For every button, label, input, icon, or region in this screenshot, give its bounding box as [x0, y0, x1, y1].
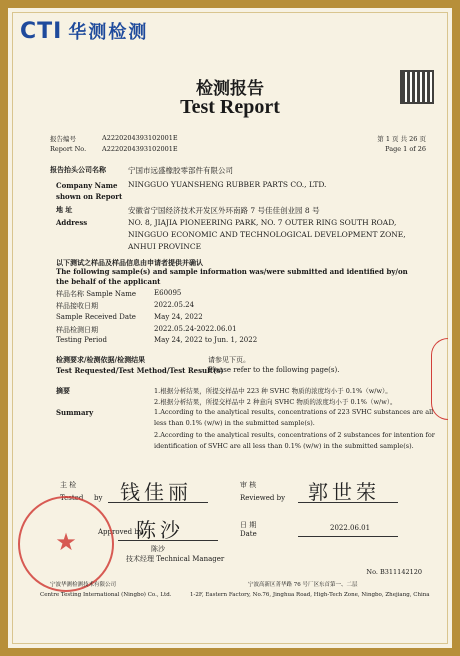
summary-label-en: Summary — [56, 408, 94, 417]
tested-label-en: Tested — [60, 494, 84, 502]
received-value-1: 2022.05.24 — [154, 301, 195, 309]
title-en: Test Report — [180, 96, 280, 118]
summary-en-2a: 2.According to the analytical results, concentrations of 2 substances for intention for — [154, 431, 435, 439]
date-value: 2022.06.01 — [330, 524, 371, 532]
tested-signature: 钱佳丽 — [120, 480, 192, 504]
period-label-cn: 样品检测日期 — [56, 326, 98, 334]
report-no-value-2: A2220204393102001E — [102, 145, 178, 153]
received-label-cn: 样品接收日期 — [56, 302, 98, 310]
brand-header — [20, 18, 148, 44]
test-req-label-en: Test Requested/Test Method/Test Result(s) — [56, 366, 224, 375]
summary-cn-2: 2.根据分析结果，所提交样品中 2 种意向 SVHC 物质的浓度均小于 0.1%（w/w）。 — [154, 398, 397, 406]
footer-address-cn: 宁波高新区菁华路 76 号厂区东首第一、二层 — [248, 582, 358, 588]
company-value-en: NINGGUO YUANSHENG RUBBER PARTS CO., LTD. — [128, 180, 327, 189]
period-label-en: Testing Period — [56, 336, 107, 344]
tested-label-cn: 主 检 — [60, 481, 77, 489]
approved-print-name: 陈沙 — [151, 545, 165, 553]
footer-company-en: Centre Testing International (Ningbo) Co., Ltd. — [40, 592, 172, 598]
approved-line — [118, 540, 218, 541]
side-seal-stamp — [431, 338, 448, 420]
logo-cn-name: 华测检测 — [68, 22, 149, 43]
approved-signature: 陈沙 — [136, 518, 184, 542]
date-label-en: Date — [240, 530, 257, 538]
period-value-2: May 24, 2022 to Jun. 1, 2022 — [154, 336, 258, 344]
test-req-label-cn: 检测要求/检测依据/检测结果 — [56, 355, 146, 364]
company-label-cn: 报告抬头公司名称 — [50, 165, 106, 174]
reviewed-line — [298, 502, 398, 503]
approved-title: 技术经理 Technical Manager — [126, 555, 225, 563]
reviewed-signature: 郭世荣 — [308, 480, 380, 504]
received-value-2: May 24, 2022 — [154, 313, 203, 321]
footer-address-en: 1-2F, Eastern Factory, No.76, Jinghua Road, High-Tech Zone, Ningbo, Zhejiang, China — [190, 592, 430, 598]
sample-name-label: 样品名称 Sample Name — [56, 290, 136, 298]
cti-logo: CTI — [20, 18, 63, 44]
summary-cn-1: 1.根据分析结果，所提交样品中 223 种 SVHC 物质的浓度均小于 0.1%（w/w）。 — [154, 387, 392, 395]
title-cn: 检测报告 — [196, 79, 264, 99]
report-no-label-en: Report No. — [50, 145, 87, 153]
address-value-en-3: ANHUI PROVINCE — [128, 242, 202, 251]
period-value-1: 2022.05.24-2022.06.01 — [154, 325, 237, 333]
address-value-en-2: NINGGUO ECONOMIC AND TECHNOLOGICAL DEVELOPMENT ZONE, — [128, 230, 406, 239]
approved-label-en: Approved by — [98, 528, 143, 536]
footer-company-cn: 宁波华测检测技术有限公司 — [50, 582, 117, 588]
doc-number: No. B311142120 — [366, 568, 422, 576]
company-value-cn: 宁国市远盛橡胶零部件有限公司 — [128, 166, 233, 175]
sample-name-value: E60095 — [154, 289, 182, 297]
report-no-value-1: A2220204393102001E — [102, 134, 178, 142]
received-label-en: Sample Received Date — [56, 313, 136, 321]
tested-line — [108, 502, 208, 503]
date-line — [298, 536, 398, 537]
company-seal-stamp — [18, 496, 117, 592]
reviewed-label-en: Reviewed by — [240, 494, 286, 502]
page-info-en: Page 1 of 26 — [385, 145, 426, 153]
test-req-value-cn: 请参见下页。 — [208, 356, 250, 364]
tested-by: by — [94, 494, 103, 502]
test-req-value-en: Please refer to the following page(s). — [208, 366, 340, 374]
report-no-label-cn: 报告编号 — [50, 135, 76, 143]
address-value-en-1: NO. 8, JIAJIA PIONEERING PARK, NO. 7 OUTER RING SOUTH ROAD, — [128, 218, 397, 227]
page-info-cn: 第 1 页 共 26 页 — [377, 135, 426, 143]
summary-en-1a: 1.According to the analytical results, concentrations of 223 SVHC substances are all — [154, 408, 434, 416]
address-label-cn: 地 址 — [56, 205, 73, 214]
summary-en-2b: identification of SVHC are all less than 0.1% (w/w) in the submitted sample(s). — [154, 442, 414, 450]
reviewed-label-cn: 审 核 — [240, 481, 257, 489]
address-label-en: Address — [56, 218, 88, 227]
statement-en: The following sample(s) and sample information was/were submitted and identified by/on the behalf of the applicant — [56, 267, 408, 286]
address-value-cn: 安徽省宁国经济技术开发区外环南路 7 号佳佳创业园 8 号 — [128, 206, 320, 215]
summary-label-cn: 摘要 — [56, 386, 70, 395]
seal-star-icon: ★ — [55, 528, 77, 556]
summary-en-1b: less than 0.1% (w/w) in the submitted sample(s). — [154, 419, 315, 427]
date-label-cn: 日 期 — [240, 521, 257, 529]
company-label-en: Company Name shown on Report — [56, 181, 123, 201]
statement-cn: 以下测试之样品及样品信息由申请者提供并确认 — [56, 258, 203, 267]
